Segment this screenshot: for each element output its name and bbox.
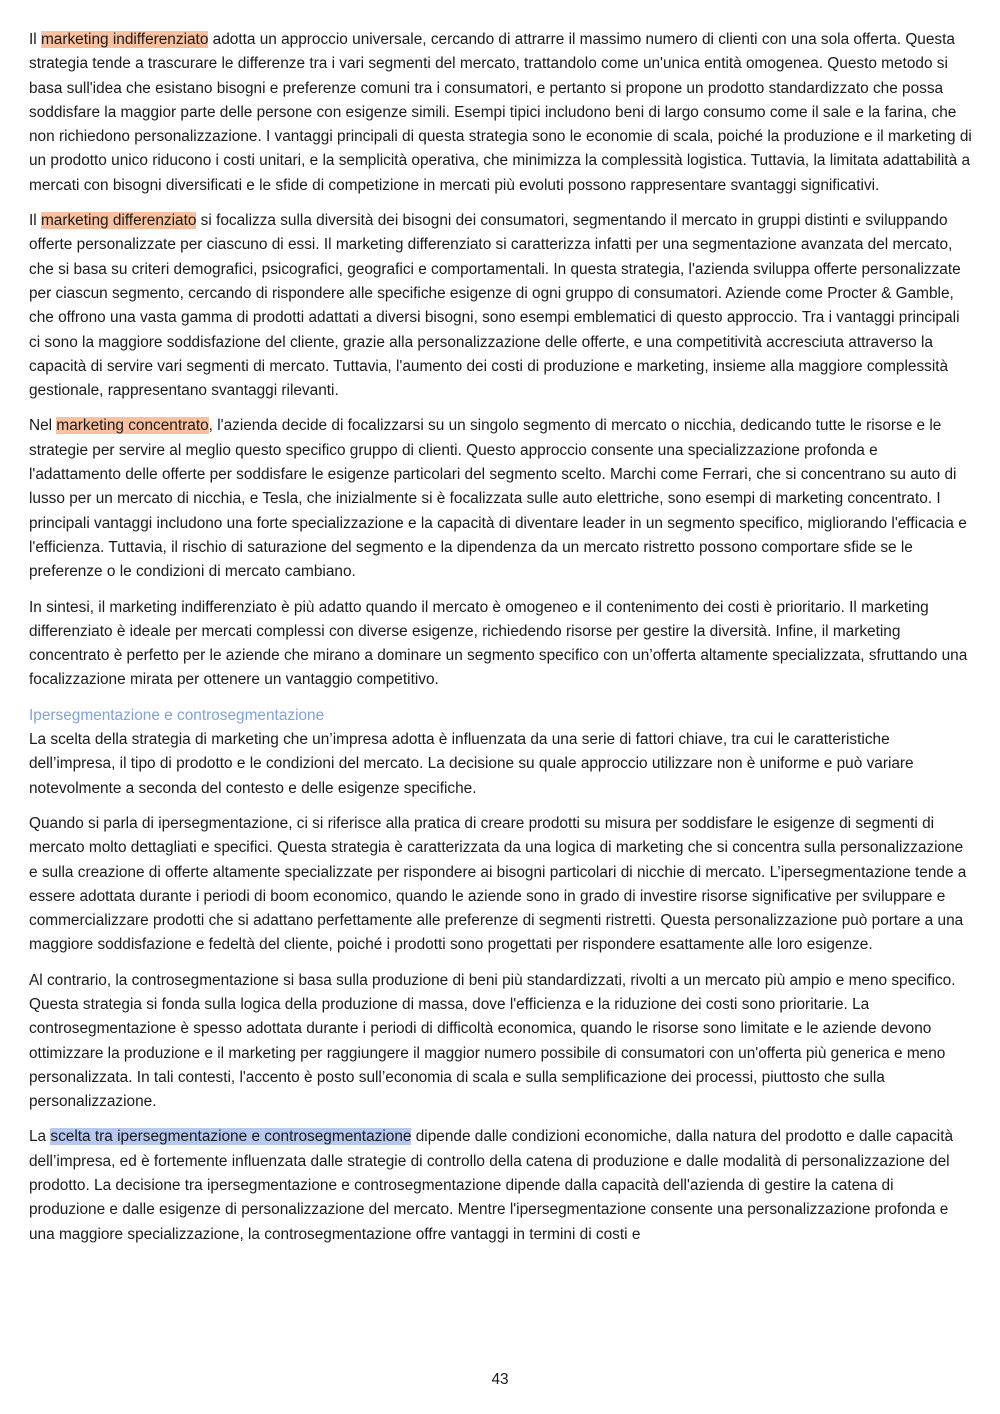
paragraph-marketing-differenziato bbox=[29, 209, 973, 403]
paragraph-sintesi: In sintesi, il marketing indifferenziato è più adatto quando il mercato è omogeneo e il contenimento dei costi è prioritario. Il marketing differenziato è ideale per mercati complessi con diverse esigenze, richiedendo risorse per gestire la diversità. Infine, il marketing concentrato è perfetto per le aziende che mirano a dominare un segmento specifico con un’offerta altamente specializzata, sfruttando una focalizzazione mirata per ottenere un vantaggio competitivo. bbox=[29, 598, 968, 689]
paragraph-scelta-tra bbox=[29, 1125, 973, 1246]
page-number: 43 bbox=[491, 1371, 509, 1388]
paragraph-marketing-indifferenziato bbox=[29, 28, 973, 198]
paragraph-text: adotta un approccio universale, cercando di attrarre il massimo numero di clienti con una sola offerta. Questa strategia tende a trascurare le differenze tra i vari segmenti del mercato, trattandolo come un'unica entità omogenea. Questo metodo si basa sull'idea che esistano bisogni e preferenze comuni tra i consumatori, e pertanto si propone un prodotto standardizzato che possa soddisfare la maggior parte delle persone con esigenze simili. Esempi tipici includono beni di largo consumo come il sale e la farina, che non richiedono personalizzazione. I vantaggi principali di questa strategia sono le economie di scala, poiché la produzione e il marketing di un prodotto unico riducono i costi unitari, e la semplicità operativa, che minimizza la complessità logistica. Tuttavia, la limitata adattabilità a mercati con bisogni diversificati e le sfide di competizione in mercati più evoluti possono rappresentare svantaggi significativi. bbox=[29, 31, 972, 194]
highlighted-term: scelta tra ipersegmentazione e controsegmentazione bbox=[50, 1128, 412, 1146]
section-heading: Ipersegmentazione e controsegmentazione bbox=[29, 706, 325, 724]
paragraph-text: Il bbox=[29, 31, 41, 48]
paragraph-text: La bbox=[29, 1128, 51, 1146]
document-page bbox=[29, 28, 973, 1258]
paragraph-text: , l'azienda decide di focalizzarsi su un singolo segmento di mercato o nicchia, dedicando tutte le risorse e le strategie per servire al meglio questo specifico gruppo di clienti. Questo approccio consente una specializzazione profonda e l'adattamento delle offerte per soddisfare le esigenze particolari del segmento scelto. Marchi come Ferrari, che si concentrano su auto di lusso per un mercato di nicchia, e Tesla, che inizialmente si è focalizzata sulle auto elettriche, sono esempi di marketing concentrato. I principali vantaggi includono una forte specializzazione e la capacità di diventare leader in un segmento specifico, migliorando l'efficacia e l'efficienza. Tuttavia, il rischio di saturazione del segmento e la dipendenza da un mercato ristretto possono comportare sfide se le preferenze o le condizioni di mercato cambiano. bbox=[29, 417, 967, 581]
paragraph-controsegmentazione: Al contrario, la controsegmentazione si basa sulla produzione di beni più standardizzati, rivolti a un mercato più ampio e meno specifico. Questa strategia si fonda sulla logica della produzione di massa, dove l'efficienza e la riduzione dei costi sono prioritarie. La controsegmentazione è spesso adottata durante i periodi di difficoltà economica, quando le risorse sono limitate e le aziende devono ottimizzare la produzione e il marketing per raggiungere il maggior numero possibile di consumatori con un'offerta più generica e meno personalizzata. In tali contesti, l'accento è posto sull’economia di scala e sulla semplificazione dei processi, piuttosto che sulla personalizzazione. bbox=[29, 971, 956, 1111]
highlighted-term: marketing concentrato bbox=[56, 417, 209, 435]
paragraph-text: Nel bbox=[29, 417, 57, 435]
paragraph-text: si focalizza sulla diversità dei bisogni dei consumatori, segmentando il mercato in gruppi distinti e sviluppando offerte personalizzate per ciascuno di essi. Il marketing differenziato si caratterizza infatti per una segmentazione avanzata del mercato, che si basa su criteri demografici, psicografici, geografici e comportamentali. In questa strategia, l'azienda sviluppa offerte personalizzate per ciascun segmento, cercando di rispondere alle specifiche esigenze di ogni gruppo di consumatori. Aziende come Procter & Gamble, che offrono una vasta gamma di prodotti adattati a diversi bisogni, sono esempi emblematici di questo approccio. Tra i vantaggi principali ci sono la maggiore soddisfazione del cliente, grazie alla personalizzazione delle offerte, e una competitività accresciuta attraverso la capacità di servire vari segmenti di mercato. Tuttavia, l'aumento dei costi di produzione e marketing, insieme alla maggiore complessità gestionale, rappresentano svantaggi rilevanti. bbox=[29, 212, 961, 400]
paragraph-ipersegmentazione: Quando si parla di ipersegmentazione, ci si riferisce alla pratica di creare prodotti su misura per soddisfare le esigenze di segmenti di mercato molto dettagliati e specifici. Questa strategia è caratterizzata da una logica di marketing che si concentra sulla personalizzazione e sulla creazione di offerte altamente specializzate per rispondere ai bisogni particolari di nicchie di mercato. L’ipersegmentazione tende a essere adottata durante i periodi di boom economico, quando le aziende sono in grado di investire risorse significative per sviluppare e commercializzare prodotti che si adattano perfettamente alle preferenze di segmenti ristretti. Questa personalizzazione può portare a una maggiore soddisfazione e fedeltà del cliente, poiché i prodotti sono progettati per rispondere esattamente alle loro esigenze. bbox=[29, 814, 967, 954]
paragraph-text: Il bbox=[29, 212, 41, 230]
highlighted-term: marketing indifferenziato bbox=[40, 31, 209, 48]
paragraph-scelta-strategia: La scelta della strategia di marketing che un’impresa adotta è influenzata da una serie di fattori chiave, tra cui le caratteristiche dell’impresa, il tipo di prodotto e le condizioni del mercato. La decisione su quale approccio utilizzare non è uniforme e può variare notevolmente a seconda del contesto e delle esigenze specifiche. bbox=[29, 731, 914, 797]
paragraph-marketing-concentrato bbox=[29, 414, 973, 584]
highlighted-term: marketing differenziato bbox=[40, 212, 197, 230]
paragraph-text: dipende dalle condizioni economiche, dalla natura del prodotto e dalle capacità dell’impresa, ed è fortemente influenzata dalle strategie di controllo della catena di produzione e dalle modalità di personalizzazione del prodotto. La decisione tra ipersegmentazione e controsegmentazione dipende dalla capacità dell'azienda di gestire la catena di produzione e dalle esigenze di personalizzazione del mercato. Mentre l'ipersegmentazione consente una personalizzazione profonda e una maggiore specializzazione, la controsegmentazione offre vantaggi in termini di costi e bbox=[29, 1128, 954, 1243]
